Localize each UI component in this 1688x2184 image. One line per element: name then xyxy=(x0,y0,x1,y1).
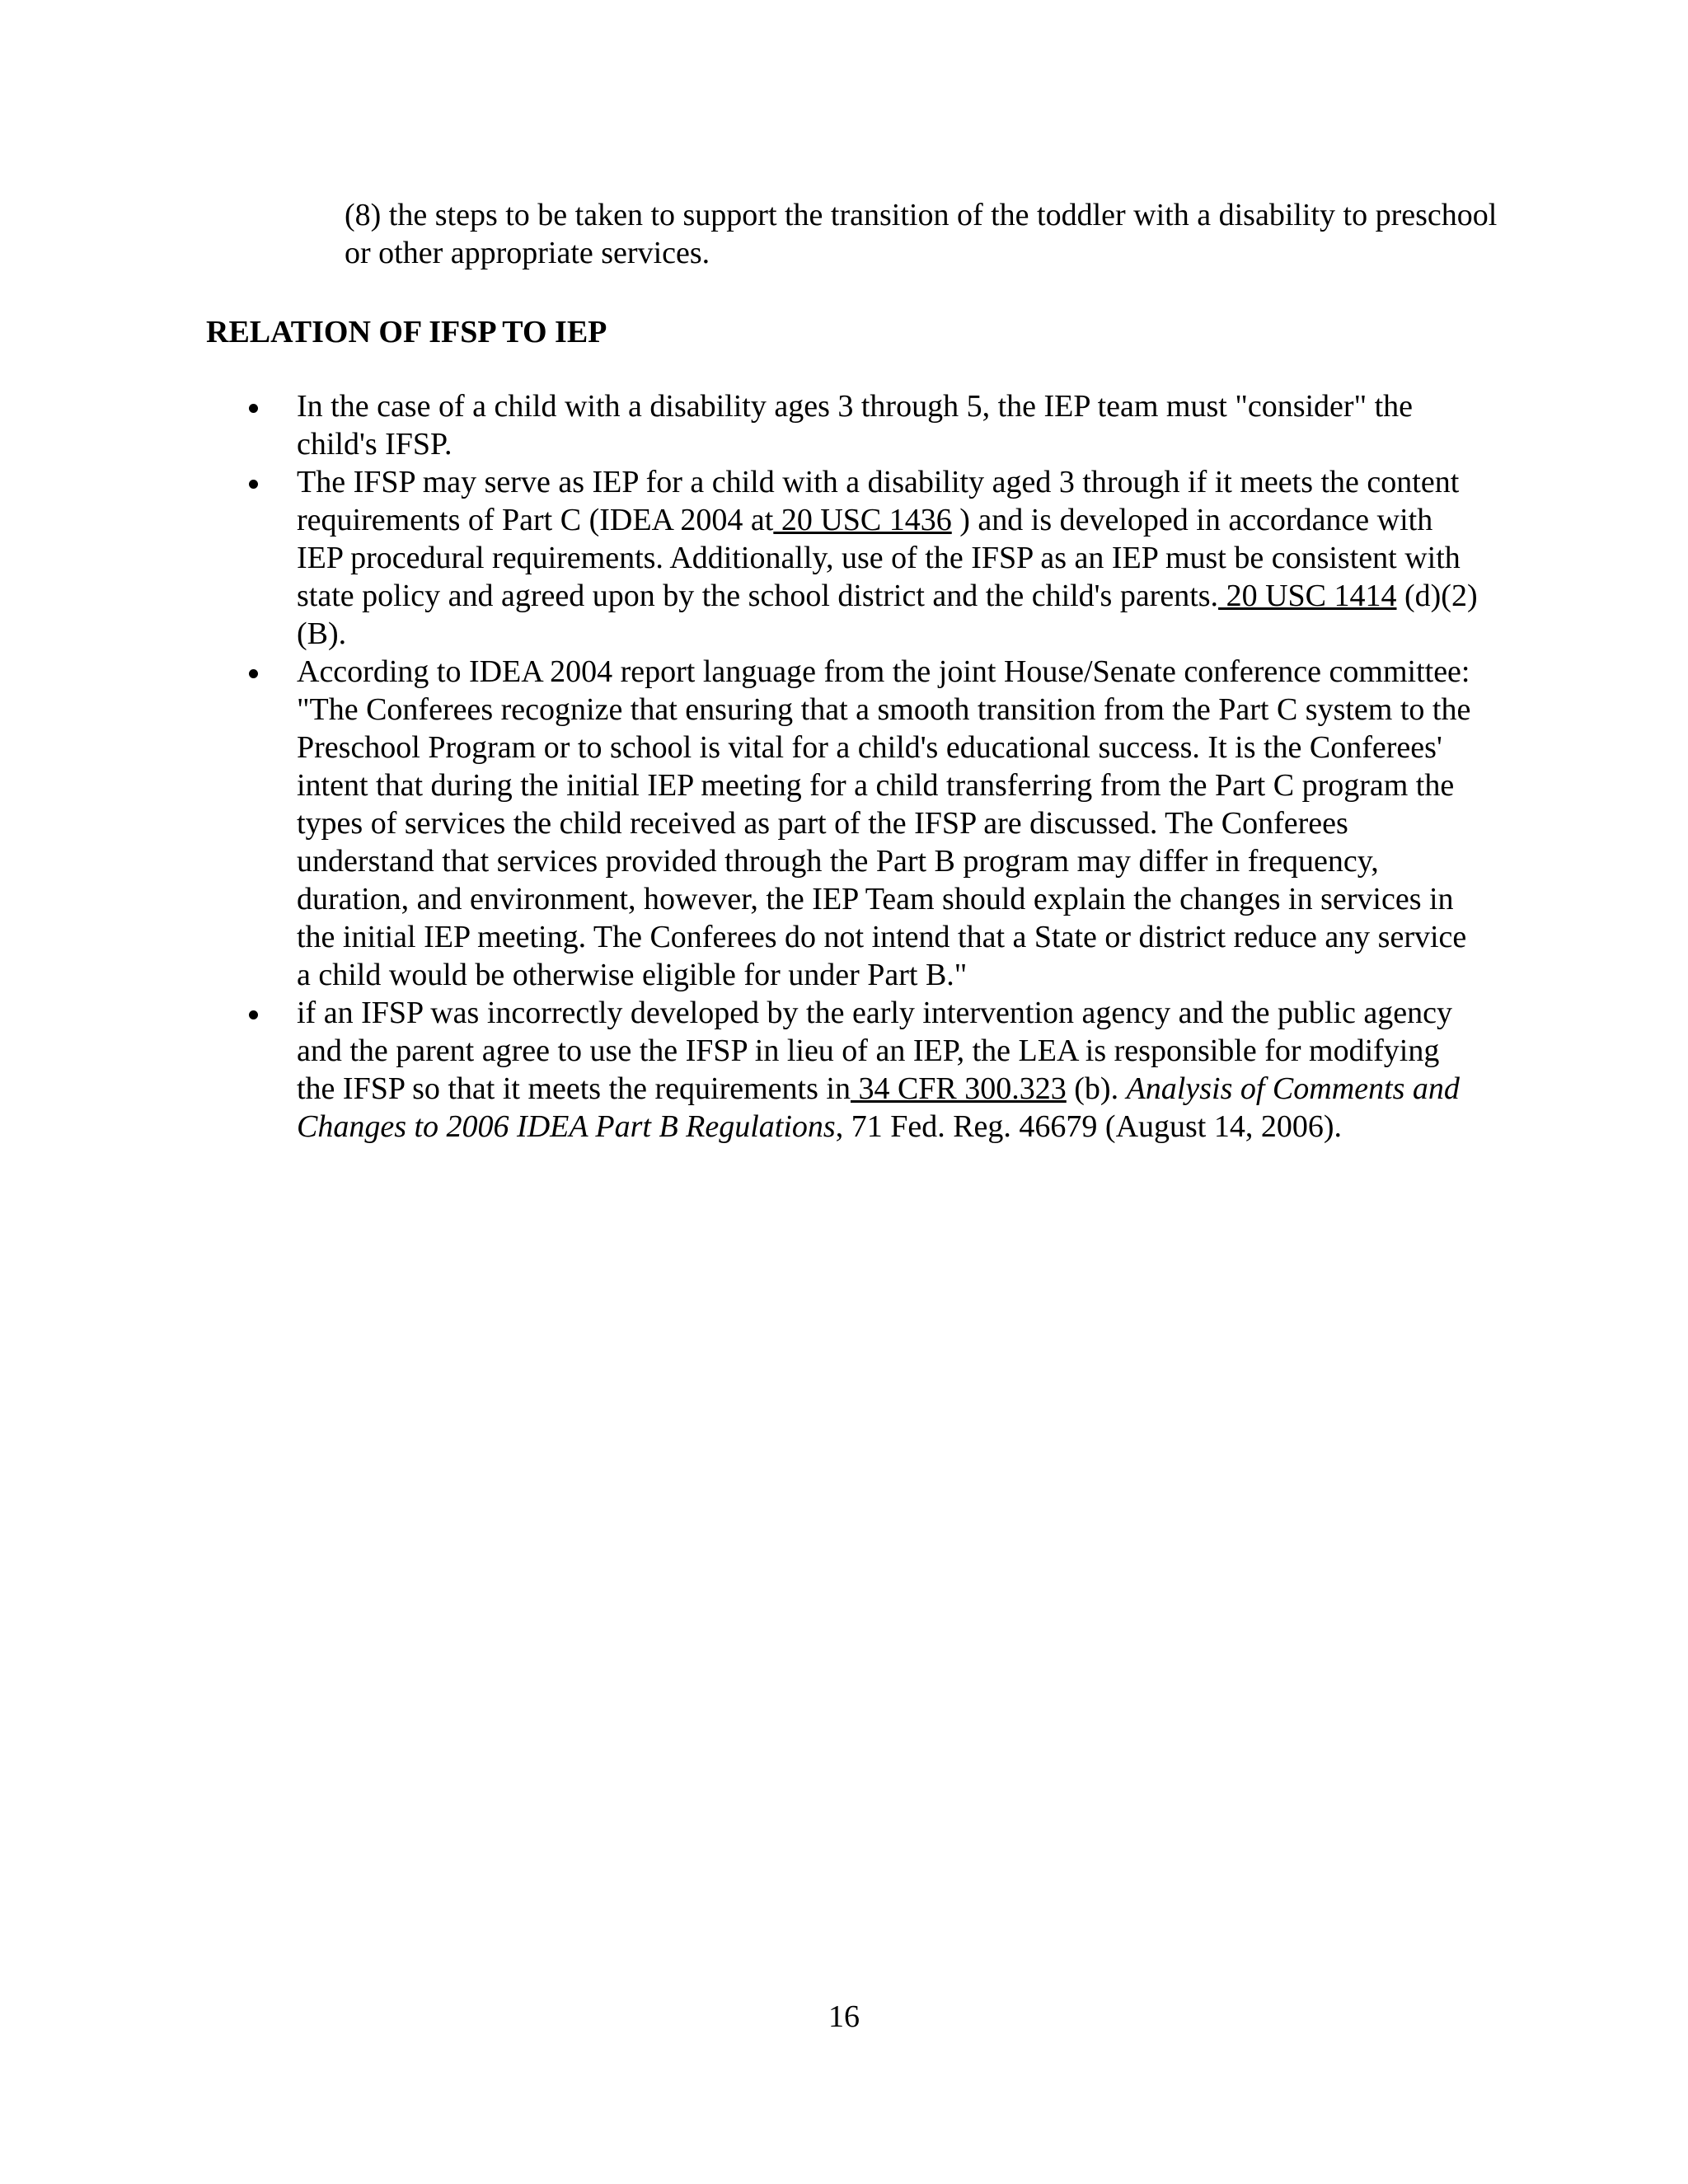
bullet-text: if an IFSP was incorrectly developed by the early intervention agency and the public agency and the parent agree to use the IFSP in lieu of an IEP, the LEA is responsible for modifying the IFSP so that it meets the requirements in xyxy=(297,996,1453,1106)
section-heading xyxy=(206,313,607,351)
bullet-text: In the case of a child with a disability ages 3 through 5, the IEP team must "consider" the child's IFSP. xyxy=(297,389,1414,462)
bullet-list xyxy=(0,387,1688,1146)
link-34-cfr-300-323[interactable]: 34 CFR 300.323 xyxy=(850,1071,1067,1106)
page-number-text: 16 xyxy=(828,1999,860,2034)
bullet-text: (b). xyxy=(1066,1071,1127,1106)
citation-title: Analysis of Comments and Changes to 2006 IDEA Part B Regulations xyxy=(297,1071,1460,1144)
bullet-item-consider-ifsp xyxy=(0,387,1484,463)
intro-text: (8) the steps to be taken to support the transition of the toddler with a disability to preschool or other appropriate services. xyxy=(345,198,1498,270)
bullet-item-conference-report xyxy=(0,653,1484,994)
bullet-text: According to IDEA 2004 report language from the joint House/Senate conference committee: "The Conferees recognize that ensuring that a smooth transition from the Part C system to the Preschool Program or to school is vital for a child's educational success. It is the Conferees' intent that during the initial IEP meeting for a child transferring from the Part C program the types of services the child received as part of the IFSP are discussed. The Conferees understand that services provided through the Part B program may differ in frequency, duration, and environment, however, the IEP Team should explain the changes in services in the initial IEP meeting. The Conferees do not intend that a State or district reduce any service a child would be otherwise eligible for under Part B." xyxy=(297,654,1471,992)
link-20-usc-1414[interactable]: 20 USC 1414 xyxy=(1218,579,1397,613)
bullet-icon xyxy=(249,404,258,413)
bullet-text: ) and is developed in accordance with IEP procedural requirements. Additionally, use of the IFSP as an IEP must be consistent with state policy and agreed upon by the school district and the child's parents. xyxy=(297,503,1461,613)
bullet-text: (d)(2)(B). xyxy=(297,579,1478,651)
bullet-item-incorrect-ifsp xyxy=(0,994,1484,1146)
bullet-text: , 71 Fed. Reg. 46679 (August 14, 2006). xyxy=(835,1109,1343,1144)
section-heading-text: RELATION OF IFSP TO IEP xyxy=(206,315,607,349)
bullet-icon xyxy=(249,669,258,678)
page-number xyxy=(0,1998,1688,2036)
intro-list-item xyxy=(345,196,1498,272)
bullet-item-ifsp-as-iep xyxy=(0,463,1484,653)
bullet-icon xyxy=(249,1010,258,1019)
bullet-text: The IFSP may serve as IEP for a child with a disability aged 3 through if it meets the content requirements of Part C (IDEA 2004 at xyxy=(297,465,1460,537)
link-20-usc-1436[interactable]: 20 USC 1436 xyxy=(773,503,952,537)
bullet-icon xyxy=(249,480,258,489)
